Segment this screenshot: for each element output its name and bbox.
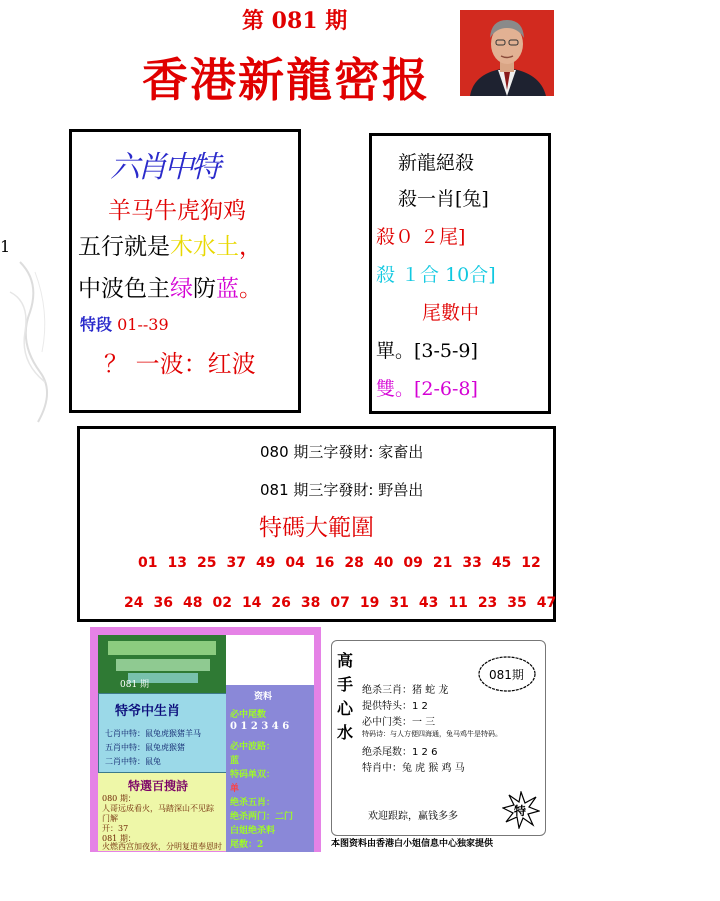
card-line-6: 特肖中：兔 虎 猴 鸡 马: [362, 763, 465, 774]
wuxing-suffix: ，: [239, 234, 262, 260]
numbers-row-2: [124, 595, 566, 611]
kill-zodiac: 殺一肖[兔]: [398, 188, 489, 210]
panel2-note-3: 门解: [102, 814, 118, 823]
six-zodiac-title: 六肖中特: [110, 150, 218, 185]
promo-collage: [90, 627, 321, 852]
issue-badge: [477, 651, 537, 697]
side-char-1: 高: [336, 651, 353, 670]
card-line-3: 必中门类：一 三: [362, 717, 436, 728]
starburst-text: 特: [514, 804, 527, 818]
odd-tails: 單。[3-5-9]: [376, 340, 478, 362]
kill-title: 新龍絕殺: [398, 152, 475, 174]
page-title: 香港新龍密报: [142, 53, 430, 107]
number-43: 43: [418, 595, 439, 611]
number-49: 49: [255, 555, 276, 571]
portrait-photo: [460, 10, 554, 96]
panel1-item-3: 二肖中特：鼠兔: [105, 757, 161, 766]
right-line-7: 绝杀五肖：: [230, 798, 276, 808]
color-suffix: 。: [239, 276, 262, 302]
collage-issue: 081 期: [120, 680, 150, 690]
panel2-note-6: 火燃西宫加夜狄，分明复道奉恩时: [102, 842, 222, 851]
right-line-3: 必中波路：: [230, 742, 276, 752]
color-prefix: 中波色主: [78, 276, 170, 302]
wuxing-water: 水: [193, 234, 216, 260]
number-37: 37: [226, 555, 246, 571]
number-38: 38: [300, 595, 321, 611]
range-title: 特碼大範圍: [259, 515, 374, 541]
number-13: 13: [167, 555, 187, 571]
number-23: 23: [477, 595, 498, 611]
number-16: 16: [314, 555, 335, 571]
number-02: 02: [212, 595, 232, 611]
wuxing-prefix: 五行就是: [78, 234, 170, 260]
side-char-3: 心: [336, 699, 353, 718]
footer-note: 本图资料由香港白小姐信息中心独家提供: [331, 839, 494, 849]
number-35: 35: [507, 595, 527, 611]
number-28: 28: [344, 555, 364, 571]
right-line-8: 绝杀两门：二门: [230, 812, 294, 822]
six-zodiac-box: [69, 129, 301, 413]
numbers-row-1: [138, 555, 551, 571]
line-080: 080 期三字發財: 家畜出: [260, 443, 424, 461]
color-main: 绿: [170, 276, 193, 302]
color-alt: 蓝: [216, 276, 239, 302]
panel2-title: 特選百搜詩: [128, 779, 189, 793]
issue-badge-text: 081期: [489, 668, 524, 682]
number-40: 40: [373, 555, 394, 571]
special-label: 特段: [80, 315, 113, 334]
line-081: 081 期三字發財: 野兽出: [260, 481, 424, 499]
right-line-1: 必中尾数: [230, 710, 267, 720]
number-26: 26: [271, 595, 291, 611]
panel1-title: 特爷中生肖: [115, 704, 181, 719]
right-line-10: 尾数：2: [230, 840, 264, 850]
zodiac-list: 羊马牛虎狗鸡: [108, 198, 246, 224]
kill-box: [369, 133, 551, 414]
number-48: 48: [182, 595, 203, 611]
panel1-item-2: 五肖中特：鼠兔虎猴猪: [105, 743, 185, 752]
number-14: 14: [241, 595, 262, 611]
number-47: 47: [536, 595, 557, 611]
number-25: 25: [196, 555, 217, 571]
wave-line: ？ 一波：红波: [104, 350, 256, 378]
starburst-icon: [502, 791, 540, 829]
number-45: 45: [491, 555, 512, 571]
color-mid: 防: [193, 276, 216, 302]
collage-panel-poem: [98, 773, 226, 851]
right-title: 资料: [254, 692, 273, 702]
color-line: [78, 270, 262, 303]
number-33: 33: [462, 555, 482, 571]
right-line-6: 单: [230, 784, 240, 794]
special-range-value: 01--39: [117, 315, 169, 334]
kill-tail: 殺０ ２尾]: [376, 226, 466, 248]
number-09: 09: [403, 555, 423, 571]
number-07: 07: [330, 595, 350, 611]
number-21: 21: [432, 555, 453, 571]
collage-banner: [98, 635, 226, 693]
number-12: 12: [521, 555, 541, 571]
tail-title: 尾數中: [422, 302, 480, 324]
issue-title: 第 081 期: [242, 8, 348, 34]
right-line-9: 白姐绝杀料: [230, 826, 276, 836]
number-04: 04: [285, 555, 305, 571]
special-range: [80, 312, 169, 335]
right-line-4: 蓝: [230, 756, 240, 766]
collage-panel-data: [226, 685, 314, 852]
card-line-2: 提供特头：1 2: [362, 701, 428, 712]
number-01: 01: [138, 555, 158, 571]
card-welcome: 欢迎跟踪，赢钱多多: [368, 811, 458, 822]
wuxing-earth: 土: [216, 234, 239, 260]
panel2-note-2: 人哥远成看火，马踏深山不见踪: [102, 804, 214, 813]
card-side-title: [334, 649, 356, 745]
number-36: 36: [153, 595, 173, 611]
even-tails: 雙。[2-6-8]: [376, 378, 478, 400]
card-line-4: 特码诗：与人方便四海通，兔马鸡牛是特码。: [362, 730, 502, 738]
panel2-note-5: 081 期：: [102, 834, 136, 843]
decorative-sketch: [0, 232, 64, 432]
panel2-note-4: 开：37: [102, 824, 129, 833]
collage-panel-zodiac: [98, 693, 228, 773]
side-char-2: 手: [336, 675, 353, 694]
expert-tips-card: [331, 640, 546, 836]
number-24: 24: [124, 595, 144, 611]
panel2-note-1: 080 期：: [102, 794, 136, 803]
card-line-1: 绝杀三肖：猪 蛇 龙: [362, 685, 449, 696]
panel1-item-1: 七肖中特：鼠兔虎猴猪羊马: [105, 729, 201, 738]
kill-sum: 殺 １合 10合]: [376, 264, 496, 286]
right-line-2: 0 1 2 3 4 6: [230, 721, 290, 732]
number-range-box: [77, 426, 556, 622]
svg-text:1: 1: [0, 237, 11, 256]
wuxing-wood: 木: [170, 234, 193, 260]
number-11: 11: [448, 595, 468, 611]
wuxing-line: [78, 228, 262, 261]
right-line-5: 特码单双：: [230, 770, 276, 780]
number-19: 19: [359, 595, 380, 611]
card-line-5: 绝杀尾数：1 2 6: [362, 747, 438, 758]
number-31: 31: [389, 595, 409, 611]
side-char-4: 水: [336, 723, 353, 742]
collage-blank: [226, 635, 314, 685]
